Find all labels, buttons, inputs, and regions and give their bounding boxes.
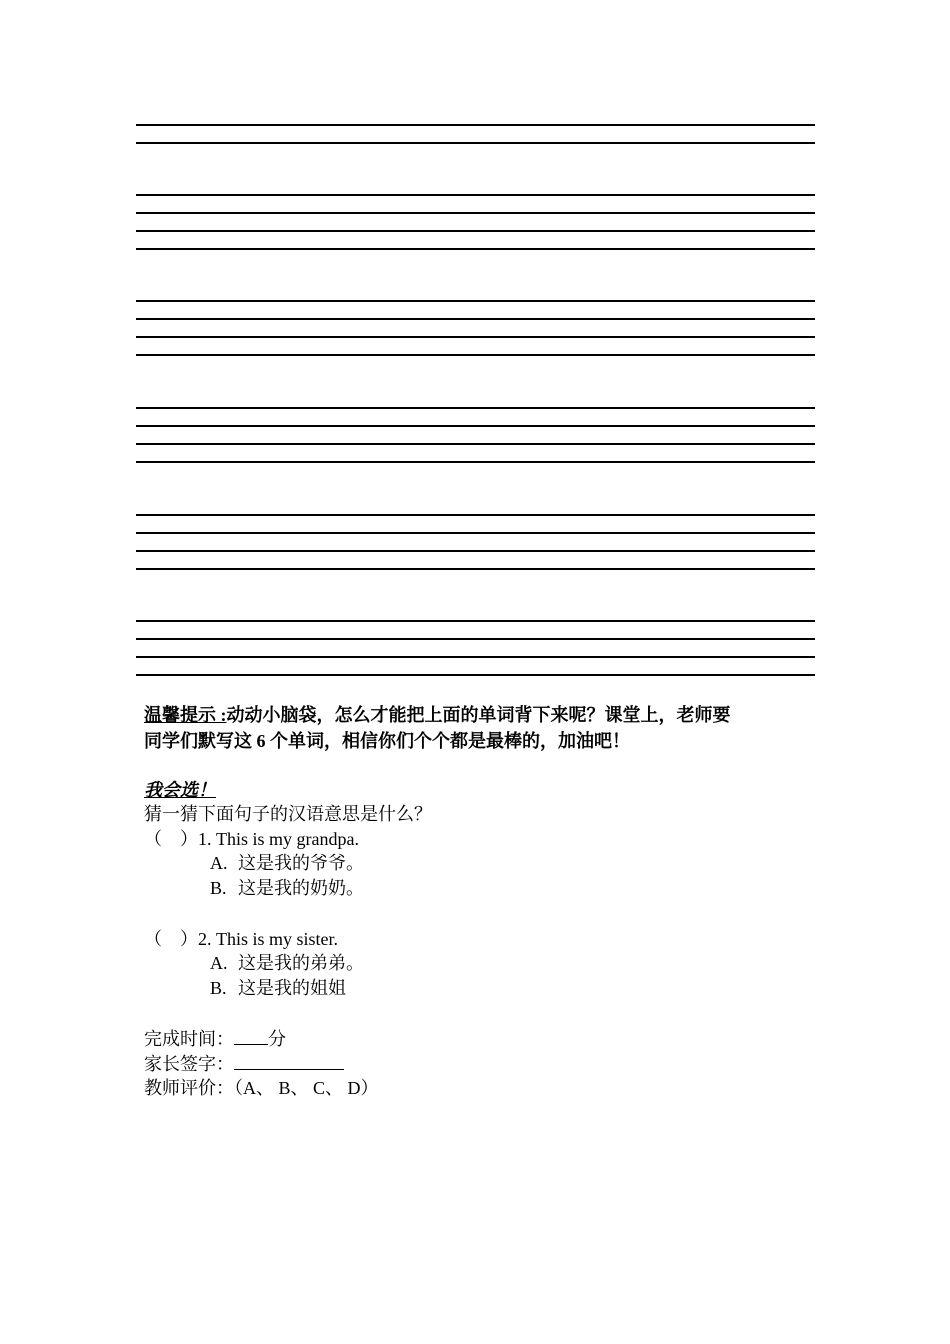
writing-line xyxy=(136,354,815,356)
completion-time-blank[interactable] xyxy=(234,1026,268,1045)
option-text: 这是我的弟弟。 xyxy=(238,953,364,973)
writing-line xyxy=(136,656,815,658)
writing-line xyxy=(136,443,815,445)
question-2-option-a[interactable] xyxy=(210,951,364,975)
writing-line xyxy=(136,550,815,552)
writing-line xyxy=(136,514,815,516)
writing-line xyxy=(136,620,815,622)
option-letter: B. xyxy=(210,978,227,998)
option-text: 这是我的姐姐 xyxy=(238,978,346,998)
option-letter: A. xyxy=(210,853,228,873)
parent-signature xyxy=(144,1051,344,1076)
writing-line xyxy=(136,194,815,196)
parent-signature-blank[interactable] xyxy=(234,1051,344,1070)
completion-time xyxy=(144,1026,286,1051)
writing-line xyxy=(136,318,815,320)
completion-time-label: 完成时间： xyxy=(144,1029,234,1049)
writing-line xyxy=(136,674,815,676)
writing-line xyxy=(136,568,815,570)
section-instruction: 猜一猜下面句子的汉语意思是什么？ xyxy=(144,804,432,824)
option-text: 这是我的奶奶。 xyxy=(238,878,364,898)
question-1-option-b[interactable] xyxy=(210,876,364,900)
section-title: 我会选！ xyxy=(144,780,216,800)
tip-label: 温馨提示 : xyxy=(144,705,227,725)
question-2-stem: （ ）2. This is my sister. xyxy=(144,929,339,949)
writing-line xyxy=(136,425,815,427)
writing-line xyxy=(136,532,815,534)
writing-line xyxy=(136,336,815,338)
tip-line-1 xyxy=(144,703,731,727)
writing-line xyxy=(136,124,815,126)
tip-line-2: 同学们默写这 6 个单词，相信你们个个都是最棒的，加油吧！ xyxy=(144,731,630,751)
completion-time-unit: 分 xyxy=(268,1029,286,1049)
parent-signature-label: 家长签字： xyxy=(144,1054,234,1074)
writing-line xyxy=(136,461,815,463)
option-text: 这是我的爷爷。 xyxy=(238,853,364,873)
writing-line xyxy=(136,230,815,232)
question-2-option-b[interactable] xyxy=(210,976,346,1000)
writing-line xyxy=(136,300,815,302)
writing-line xyxy=(136,142,815,144)
option-letter: B. xyxy=(210,878,227,898)
writing-line xyxy=(136,248,815,250)
question-1-option-a[interactable] xyxy=(210,851,364,875)
writing-line xyxy=(136,212,815,214)
tip-text: 动动小脑袋，怎么才能把上面的单词背下来呢？课堂上，老师要 xyxy=(226,705,731,725)
question-1-stem: （ ）1. This is my grandpa. xyxy=(144,829,359,849)
writing-line xyxy=(136,638,815,640)
writing-line xyxy=(136,407,815,409)
option-letter: A. xyxy=(210,953,228,973)
teacher-evaluation: 教师评价：（A、 B、 C、 D） xyxy=(144,1078,379,1098)
